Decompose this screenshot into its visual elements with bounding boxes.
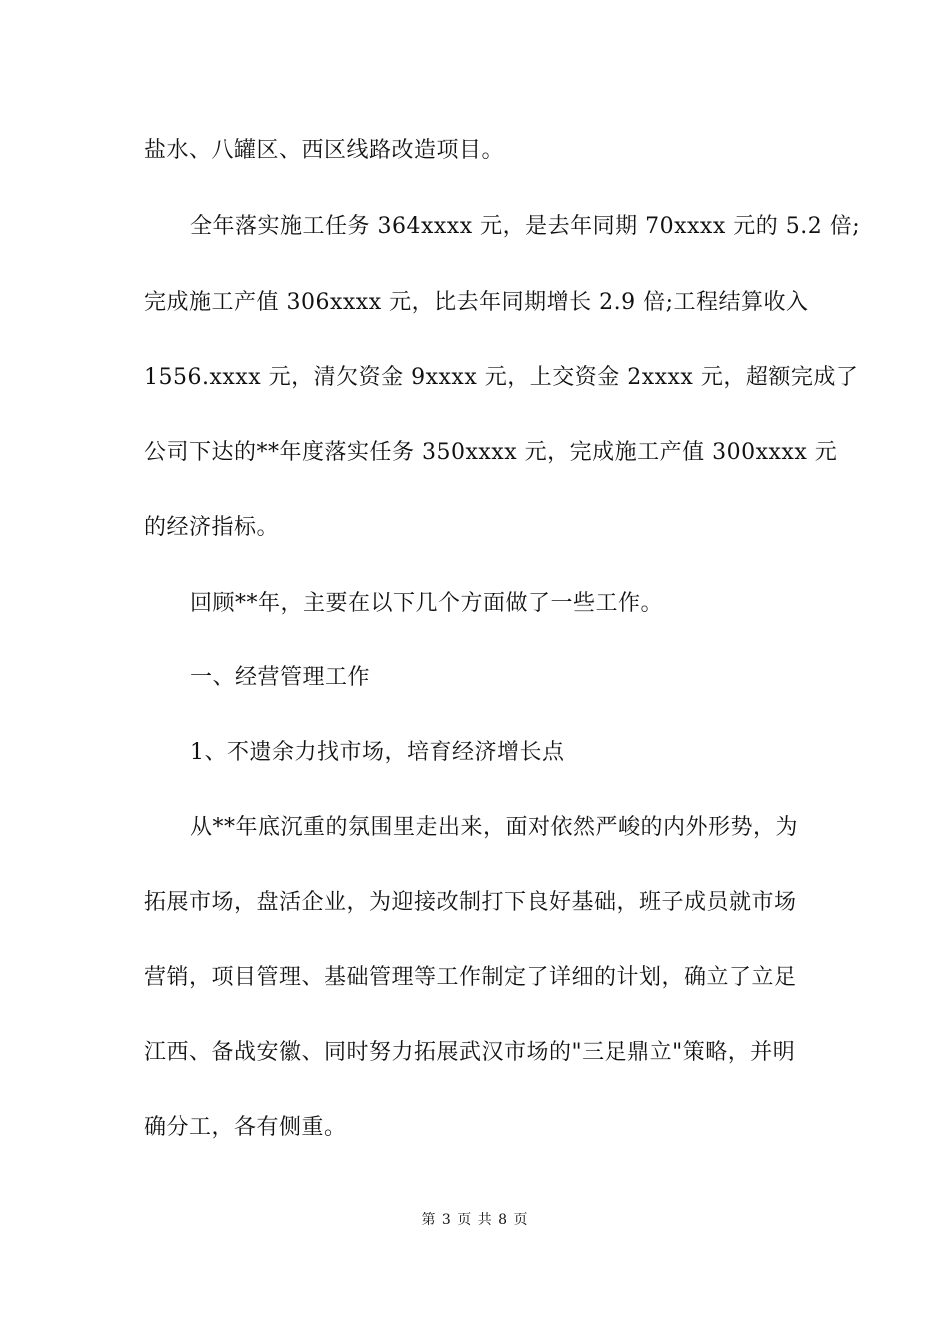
section-heading: 一、经营管理工作	[190, 665, 371, 690]
paragraph-line: 盐水、八罐区、西区线路改造项目。	[144, 138, 505, 163]
subsection-heading: 1、不遗余力找市场，培育经济增长点	[190, 740, 565, 765]
page-number-footer: 第 3 页 共 8 页	[421, 1212, 529, 1228]
paragraph-line: 拓展市场，盘活企业，为迎接改制打下良好基础，班子成员就市场	[144, 890, 797, 915]
paragraph-line: 江西、备战安徽、同时努力拓展武汉市场的"三足鼎立"策略，并明	[144, 1040, 796, 1065]
paragraph-line: 的经济指标。	[144, 515, 280, 540]
paragraph-line: 回顾**年，主要在以下几个方面做了一些工作。	[190, 591, 664, 616]
paragraph-line: 确分工，各有侧重。	[144, 1115, 347, 1140]
paragraph-line: 公司下达的**年度落实任务 350xxxx 元，完成施工产值 300xxxx 元	[144, 440, 838, 465]
paragraph-line: 1556.xxxx 元，清欠资金 9xxxx 元，上交资金 2xxxx 元，超额完成了	[144, 365, 859, 390]
paragraph-line: 营销，项目管理、基础管理等工作制定了详细的计划，确立了立足	[144, 965, 797, 990]
paragraph-line: 全年落实施工任务 364xxxx 元，是去年同期 70xxxx 元的 5.2 倍;	[190, 214, 861, 239]
paragraph-line: 从**年底沉重的氛围里走出来，面对依然严峻的内外形势，为	[190, 815, 799, 840]
paragraph-line: 完成施工产值 306xxxx 元，比去年同期增长 2.9 倍;工程结算收入	[144, 290, 809, 315]
